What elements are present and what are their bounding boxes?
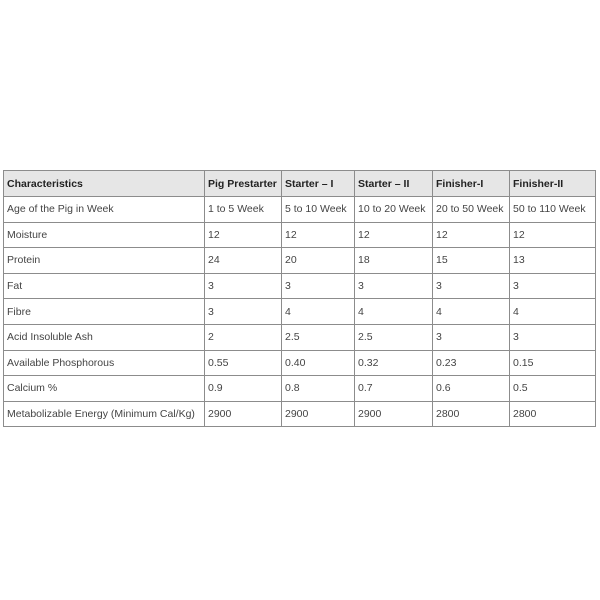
table-row-calcium: [4, 376, 596, 402]
table-cell: 3: [510, 324, 596, 350]
feed-characteristics-table: [3, 170, 596, 427]
table-cell: 18: [355, 248, 433, 274]
table-cell: 4: [433, 299, 510, 325]
table-cell: 1 to 5 Week: [205, 197, 282, 223]
table-cell: 3: [355, 273, 433, 299]
table-cell: 5 to 10 Week: [282, 197, 355, 223]
row-label: Fibre: [4, 299, 205, 325]
header-finisher-2: Finisher-II: [510, 171, 596, 197]
table-cell: 2900: [355, 401, 433, 427]
table-row-acid-insoluble-ash: [4, 324, 596, 350]
header-characteristics: Characteristics: [4, 171, 205, 197]
table-cell: 0.55: [205, 350, 282, 376]
table-cell: 0.6: [433, 376, 510, 402]
table-cell: 0.5: [510, 376, 596, 402]
table-cell: 4: [282, 299, 355, 325]
table-cell: 13: [510, 248, 596, 274]
table-cell: 24: [205, 248, 282, 274]
table-cell: 50 to 110 Week: [510, 197, 596, 223]
table-cell: 0.15: [510, 350, 596, 376]
table-body: [4, 197, 596, 427]
table-cell: 15: [433, 248, 510, 274]
table-cell: 0.40: [282, 350, 355, 376]
row-label: Moisture: [4, 222, 205, 248]
table-cell: 4: [355, 299, 433, 325]
header-row: [4, 171, 596, 197]
row-label: Fat: [4, 273, 205, 299]
table-cell: 0.7: [355, 376, 433, 402]
table-cell: 2.5: [355, 324, 433, 350]
table-cell: 12: [433, 222, 510, 248]
row-label: Metabolizable Energy (Minimum Cal/Kg): [4, 401, 205, 427]
table-header: [4, 171, 596, 197]
table-row-moisture: [4, 222, 596, 248]
table-cell: 2: [205, 324, 282, 350]
header-finisher-1: Finisher-I: [433, 171, 510, 197]
table-cell: 2800: [433, 401, 510, 427]
row-label: Protein: [4, 248, 205, 274]
row-label: Acid Insoluble Ash: [4, 324, 205, 350]
table-cell: 0.23: [433, 350, 510, 376]
table-cell: 2800: [510, 401, 596, 427]
table-cell: 0.8: [282, 376, 355, 402]
table-row-age: [4, 197, 596, 223]
row-label: Available Phosphorous: [4, 350, 205, 376]
table-cell: 0.9: [205, 376, 282, 402]
table-cell: 20 to 50 Week: [433, 197, 510, 223]
table-cell: 3: [205, 273, 282, 299]
row-label: Calcium %: [4, 376, 205, 402]
row-label: Age of the Pig in Week: [4, 197, 205, 223]
header-starter-1: Starter – I: [282, 171, 355, 197]
table-cell: 20: [282, 248, 355, 274]
table-cell: 12: [510, 222, 596, 248]
table-cell: 3: [433, 324, 510, 350]
header-pig-prestarter: Pig Prestarter: [205, 171, 282, 197]
table-cell: 3: [433, 273, 510, 299]
table-cell: 2900: [205, 401, 282, 427]
table-row-fibre: [4, 299, 596, 325]
table-cell: 3: [510, 273, 596, 299]
table-cell: 0.32: [355, 350, 433, 376]
feed-characteristics-table-container: [3, 170, 595, 427]
table-cell: 3: [205, 299, 282, 325]
table-cell: 2.5: [282, 324, 355, 350]
table-cell: 2900: [282, 401, 355, 427]
table-cell: 3: [282, 273, 355, 299]
table-row-available-phosphorous: [4, 350, 596, 376]
header-starter-2: Starter – II: [355, 171, 433, 197]
table-cell: 10 to 20 Week: [355, 197, 433, 223]
table-cell: 4: [510, 299, 596, 325]
table-row-metabolizable-energy: [4, 401, 596, 427]
table-cell: 12: [205, 222, 282, 248]
table-cell: 12: [355, 222, 433, 248]
table-row-fat: [4, 273, 596, 299]
table-row-protein: [4, 248, 596, 274]
table-cell: 12: [282, 222, 355, 248]
